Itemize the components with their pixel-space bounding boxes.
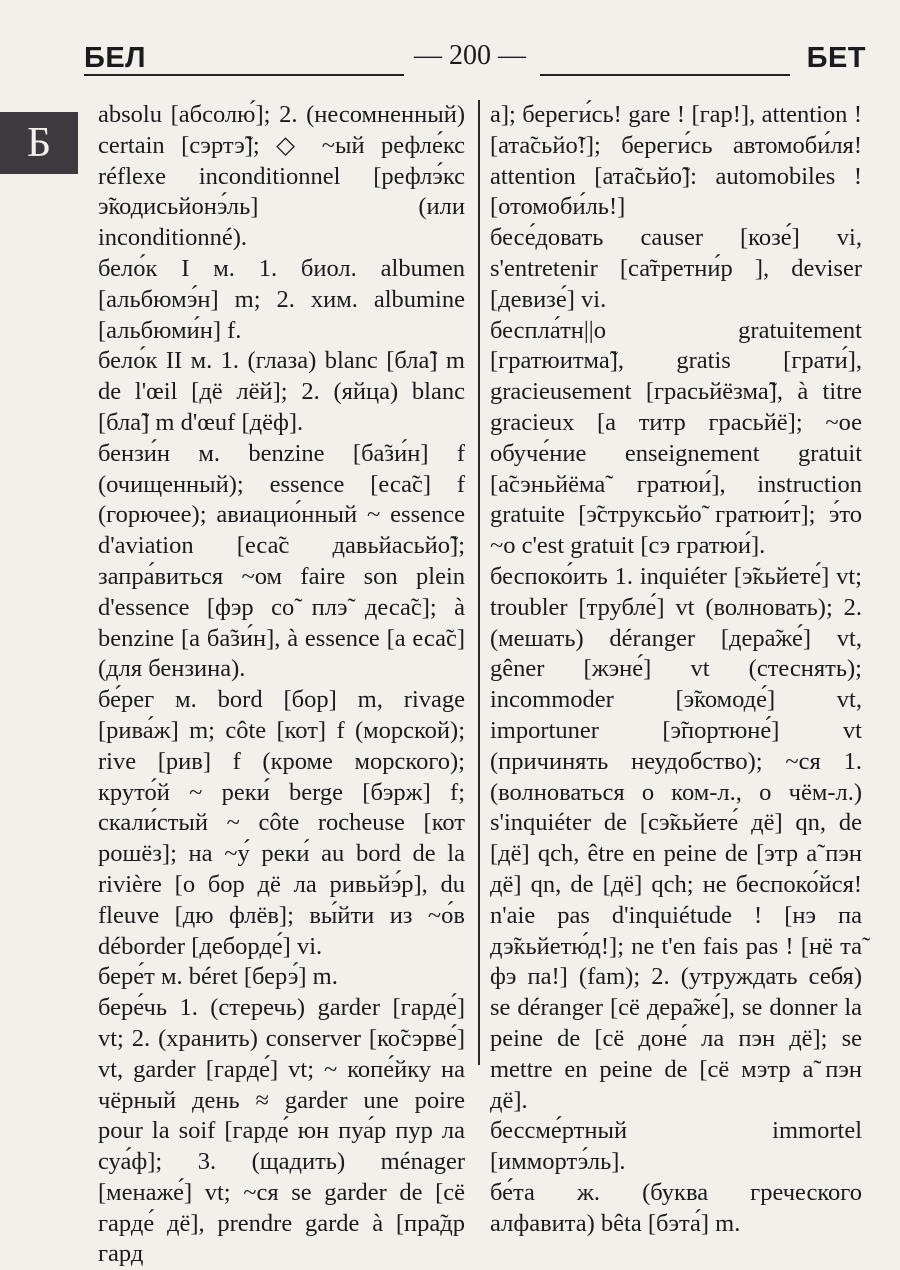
- header-rule-right: [540, 74, 790, 76]
- entry-belok-2: бело́к II м. 1. (глаза) blanc [бла̃] m de l'œil [дё лёй]; 2. (яйца) blanc [бла̃] m d'œuf [дёф].: [98, 347, 465, 436]
- guide-word-left: БЕЛ: [84, 42, 147, 74]
- entry-bereg: бе́рег м. bord [бор] m, rivage [рива́ж] m; côte [кот] f (морской); rive [рив] f (кроме морского); круто́й ~ реки́ berge [бэрж] f; скали́стый ~ côte rocheuse [кот рошёз]; на ~у́ реки́ au bord de la rivière [о бор дё ла ривьйэ́р], du fleuve [дю флёв]; вы́йти из ~о́в déborder [деборде́] vi.: [98, 686, 465, 960]
- entry-benzin: бензи́н м. benzine [ба̃зи́н] f (очищенный); essence [еса̃с] f (горючее); авиацио́нный ~ essence d'aviation [еса̃с давьйасьйо̃]; запра́виться ~ом faire son plein d'essence [фэр со̃ плэ̃ деса̃с]; à benzine [а ба̃зи́н], à essence [а еса̃с] (для бензина).: [98, 439, 465, 683]
- entry-beta: бе́та ж. (буква греческого алфавита) bêta [бэта́] m.: [490, 1178, 862, 1237]
- entry-besedovat: бесе́довать causer [козе́] vi, s'entretenir [са̃третни́р ], deviser [девизе́] vi.: [490, 224, 862, 313]
- entry-beret: бере́т м. béret [берэ́] m.: [98, 963, 338, 991]
- entry-absolu-continued: absolu [абсолю́]; 2. (несомненный) certain [сэртэ̃]; ◇ ~ый рефле́кс réflexe inconditionnel [рефлэ́кс э̃кодисьйонэ́ль] (или inconditionné).: [98, 101, 465, 252]
- entry-berech: бере́чь 1. (стеречь) garder [гарде́] vt; 2. (хранить) conserver [ко̃сэрве́] vt, garder [гарде́] vt; ~ копе́йку на чёрный день ≈ garder une poire pour la soif [гарде́ юн пуа́р пур ла суа́ф]; 3. (щадить) ménager [менаже́] vt; ~ся se garder de [сё гарде́ дё], prendre garde à [пра̃др гард: [98, 994, 465, 1268]
- entry-berech-continued: а]; береги́сь! gare ! [гар!], attention ! [ата̃сьйо̃!]; береги́сь автомоби́ля! attention [ата̃сьйо̃]: automobiles ! [отомоби́ль!]: [490, 101, 862, 221]
- column-divider: [478, 100, 480, 1065]
- entry-belok-1: бело́к I м. 1. биол. albumen [альбюмэ́н] m; 2. хим. albumine [альбюми́н] f.: [98, 254, 465, 344]
- guide-word-right: БЕТ: [806, 42, 866, 74]
- entry-bespokoit: беспоко́ить 1. inquiéter [э̃кьйете́] vt; troubler [трубле́] vt (волновать); 2. (мешать) déranger [дера̃же́] vt, gêner [жэне́] vt (стеснять); incommoder [э̃комоде́] vt, importuner [э̃портюне́] vt (причинять неудобство); ~ся 1. (волноваться о ком-л., о чём-л.) s'inquiéter de [сэ̃кьйете́ дё] qn, de [дё] qch, être en peine de [этр а̃ пэн дё] qn, de [дё] qch; не беспоко́йся! n'aie pas d'inquiétude ! [нэ па дэ̃кьйетю́д!]; ne t'en fais pas ! [нё та̃ фэ па!] (fam); 2. (утруждать себя) se déranger [сё дера̃же́], se donner la peine de [сё доне́ ла пэн дё]; se mettre en peine de [сё мэтр а̃ пэн дё].: [490, 562, 862, 1114]
- header-rule-left: [84, 74, 404, 76]
- page-number: — 200 —: [414, 40, 526, 71]
- entry-besplatno: беспла́тн||о gratuitement [гратюитма̃], gratis [грати́], gracieusement [грасьйёзма̃], à titre gracieux [а титр грасьйё]; ~ое обуче́ние enseignement gratuit [а̃сэньйёма̃ гратюи́], instruction gratuite [э̃струксьйо̃ гратюи́т]; э́то ~о c'est gratuit [сэ гратюи́].: [490, 316, 862, 560]
- left-column: [98, 100, 465, 1270]
- thumb-index-tab: Б: [0, 112, 78, 174]
- right-column: [490, 100, 862, 1239]
- entry-bessmertny: бессме́ртный immortel [иммортэ́ль].: [490, 1117, 862, 1176]
